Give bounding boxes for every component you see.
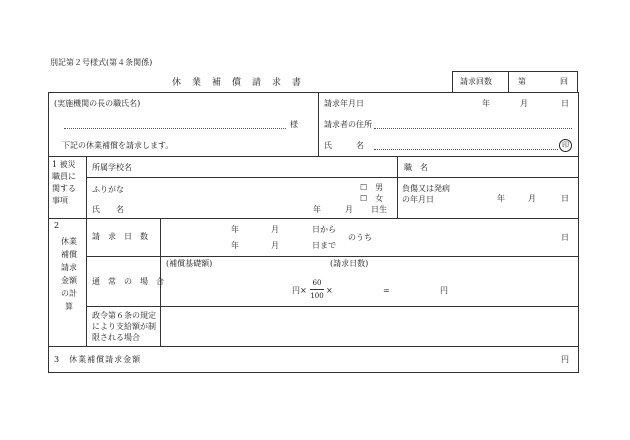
fraction-numerator: 60 bbox=[312, 279, 322, 287]
yen-times: 円× bbox=[292, 286, 307, 295]
request-date-year: 年 bbox=[482, 99, 490, 108]
claim-days-count-label: (請求日数) bbox=[330, 259, 369, 268]
post-label: 職 名 bbox=[404, 163, 428, 172]
fraction-denominator: 100 bbox=[310, 292, 324, 300]
base-amount-label: (補償基礎額) bbox=[166, 259, 213, 268]
sex-male-checkbox[interactable]: ☐ 男 bbox=[360, 183, 384, 192]
section2-number: 2 bbox=[54, 221, 60, 230]
claim-no-prefix: 第 bbox=[518, 77, 526, 86]
claim-count-label: 請求回数 bbox=[460, 77, 492, 86]
period-from-suffix: 日から bbox=[312, 225, 336, 234]
period-to-month: 月 bbox=[271, 241, 279, 250]
section3-label: 3 休業補償請求金額 bbox=[54, 355, 142, 364]
injury-year: 年 bbox=[497, 194, 505, 203]
injury-month: 月 bbox=[528, 194, 536, 203]
claim-days-label: 請 求 日 数 bbox=[92, 232, 148, 241]
period-to-year: 年 bbox=[231, 241, 239, 250]
request-date-day: 日 bbox=[561, 99, 569, 108]
injury-date-label: 負傷又は発病の年月日 bbox=[402, 184, 450, 204]
name-label: 氏 名 bbox=[92, 205, 124, 214]
section3-yen: 円 bbox=[561, 355, 569, 364]
period-to-suffix: 日まで bbox=[312, 241, 336, 250]
addressee-honorific: 様 bbox=[290, 120, 298, 129]
period-from-year: 年 bbox=[231, 225, 239, 234]
equals-sign: = bbox=[383, 286, 390, 295]
claimant-address-label: 請求者の住所 bbox=[324, 120, 372, 129]
days-unit: 日 bbox=[561, 233, 569, 242]
seal-mark: 印 bbox=[559, 139, 572, 152]
school-label: 所属学校名 bbox=[92, 163, 132, 172]
request-date-month: 月 bbox=[520, 99, 528, 108]
form-title: 休 業 補 償 請 求 書 bbox=[172, 78, 303, 88]
birth-year: 年 bbox=[313, 205, 321, 214]
of-which-label: のうち bbox=[348, 233, 372, 242]
times-sign: × bbox=[326, 286, 333, 295]
section1-header: 1 被災職員に関する事項 bbox=[52, 160, 76, 205]
furigana-label: ふりがな bbox=[92, 185, 124, 194]
normal-case-label: 通 常 の 場 合 bbox=[92, 277, 164, 286]
sex-female-checkbox[interactable]: ☐ 女 bbox=[360, 194, 384, 203]
limited-case-label: 政令第６条の規定により支給額が制限される場合 bbox=[92, 311, 156, 342]
request-date-label: 請求年月日 bbox=[324, 99, 364, 108]
claim-no-suffix: 回 bbox=[560, 77, 568, 86]
normal-yen: 円 bbox=[440, 286, 448, 295]
request-statement: 下記の休業補償を請求します。 bbox=[62, 141, 174, 150]
birth-month: 月 bbox=[345, 205, 353, 214]
birth-day: 日生 bbox=[371, 205, 387, 214]
addressee-label: (実施機関の長の職氏名) bbox=[54, 99, 141, 108]
injury-day: 日 bbox=[561, 194, 569, 203]
period-from-month: 月 bbox=[271, 225, 279, 234]
section2-header: 休業補償請求金額の計算 bbox=[61, 237, 77, 311]
claimant-name-label: 氏 名 bbox=[324, 141, 364, 150]
form-reference: 別記第２号様式(第４条関係) bbox=[50, 58, 153, 67]
